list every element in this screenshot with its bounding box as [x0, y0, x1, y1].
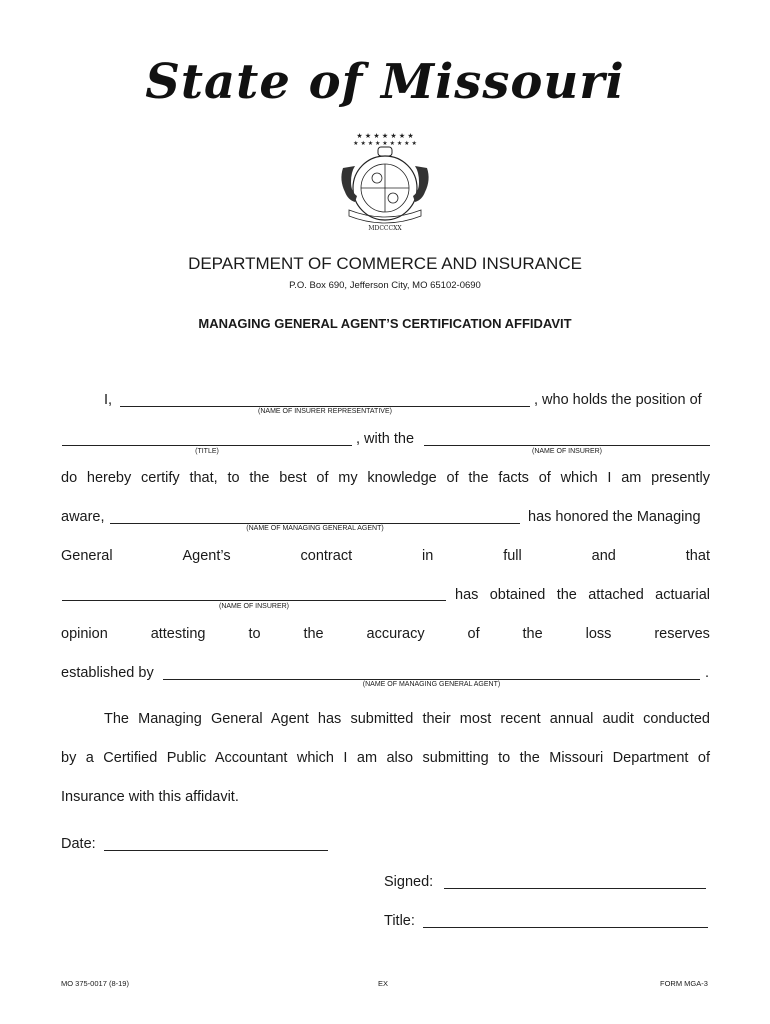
line6-suffix: has obtained the attached actuarial	[455, 587, 710, 603]
para2-line2: by a Certified Public Accountant which I am also submitting to the Missouri Department of	[61, 750, 710, 766]
footer-center: EX	[378, 979, 389, 988]
line7-word: attesting	[150, 626, 206, 642]
line5-row	[61, 548, 710, 564]
line4-prefix: aware,	[61, 509, 105, 525]
insurer-name-field-2[interactable]	[62, 600, 446, 601]
line7-word: the	[522, 626, 543, 642]
caption-mga-2: (NAME OF MANAGING GENERAL AGENT)	[362, 681, 501, 688]
mga-name-field[interactable]	[110, 523, 520, 524]
line5-word: in	[422, 548, 434, 564]
line7-word: of	[467, 626, 480, 642]
para2-line3: Insurance with this affidavit.	[61, 789, 239, 805]
state-title: State of Missouri	[145, 54, 625, 110]
title-field[interactable]	[62, 445, 352, 446]
line8-suffix: .	[705, 665, 710, 681]
line7-word: loss	[585, 626, 612, 642]
caption-insurer: (NAME OF INSURER)	[532, 448, 602, 455]
footer-form-code: MO 375-0017 (8-19)	[61, 979, 129, 988]
line5-word: contract	[300, 548, 353, 564]
department-address: P.O. Box 690, Jefferson City, MO 65102-0690	[289, 280, 481, 291]
para2-line1: The Managing General Agent has submitted their most recent annual audit conducted	[104, 711, 710, 727]
insurer-representative-field[interactable]	[120, 406, 530, 407]
line5-word: full	[503, 548, 522, 564]
caption-insurer-2: (NAME OF INSURER)	[219, 603, 289, 610]
line7-word: the	[303, 626, 324, 642]
caption-mga: (NAME OF MANAGING GENERAL AGENT)	[246, 525, 384, 532]
mga-name-field-2[interactable]	[163, 679, 700, 680]
date-field[interactable]	[104, 850, 328, 851]
missouri-state-seal	[333, 128, 437, 236]
line4-suffix: has honored the Managing	[528, 509, 701, 525]
insurer-name-field[interactable]	[424, 445, 710, 446]
line5-word: and	[591, 548, 616, 564]
line1-suffix: , who holds the position of	[534, 392, 702, 408]
caption-insurer-representative: (NAME OF INSURER REPRESENTATIVE)	[258, 408, 392, 415]
caption-title: (TITLE)	[195, 448, 219, 455]
date-label: Date:	[61, 836, 96, 852]
signature-field[interactable]	[444, 888, 706, 889]
signer-title-field[interactable]	[423, 927, 708, 928]
form-title: MANAGING GENERAL AGENT’S CERTIFICATION AFFIDAVIT	[198, 316, 572, 331]
seal-year: MDCCCXX	[368, 225, 402, 232]
line3-text: do hereby certify that, to the best of my knowledge of the facts of which I am presently	[61, 470, 710, 486]
line5-word: Agent’s	[182, 548, 231, 564]
title-label: Title:	[384, 913, 415, 929]
line1-prefix: I,	[104, 392, 113, 408]
svg-text:★ ★ ★ ★ ★ ★ ★: ★ ★ ★ ★ ★ ★ ★	[356, 132, 414, 140]
svg-text:★ ★ ★ ★ ★ ★ ★ ★ ★: ★ ★ ★ ★ ★ ★ ★ ★ ★	[353, 140, 417, 147]
line7-word: opinion	[61, 626, 108, 642]
line7-word: reserves	[654, 626, 710, 642]
line8-prefix: established by	[61, 665, 154, 681]
line7-word: to	[248, 626, 261, 642]
line7-row	[61, 626, 710, 642]
line7-word: accuracy	[366, 626, 425, 642]
line5-word: that	[685, 548, 710, 564]
signed-label: Signed:	[384, 874, 434, 890]
footer-form-id: FORM MGA-3	[660, 979, 708, 988]
line2-with: , with the	[356, 431, 415, 447]
line5-word: General	[61, 548, 113, 564]
department-name: DEPARTMENT OF COMMERCE AND INSURANCE	[188, 254, 582, 273]
